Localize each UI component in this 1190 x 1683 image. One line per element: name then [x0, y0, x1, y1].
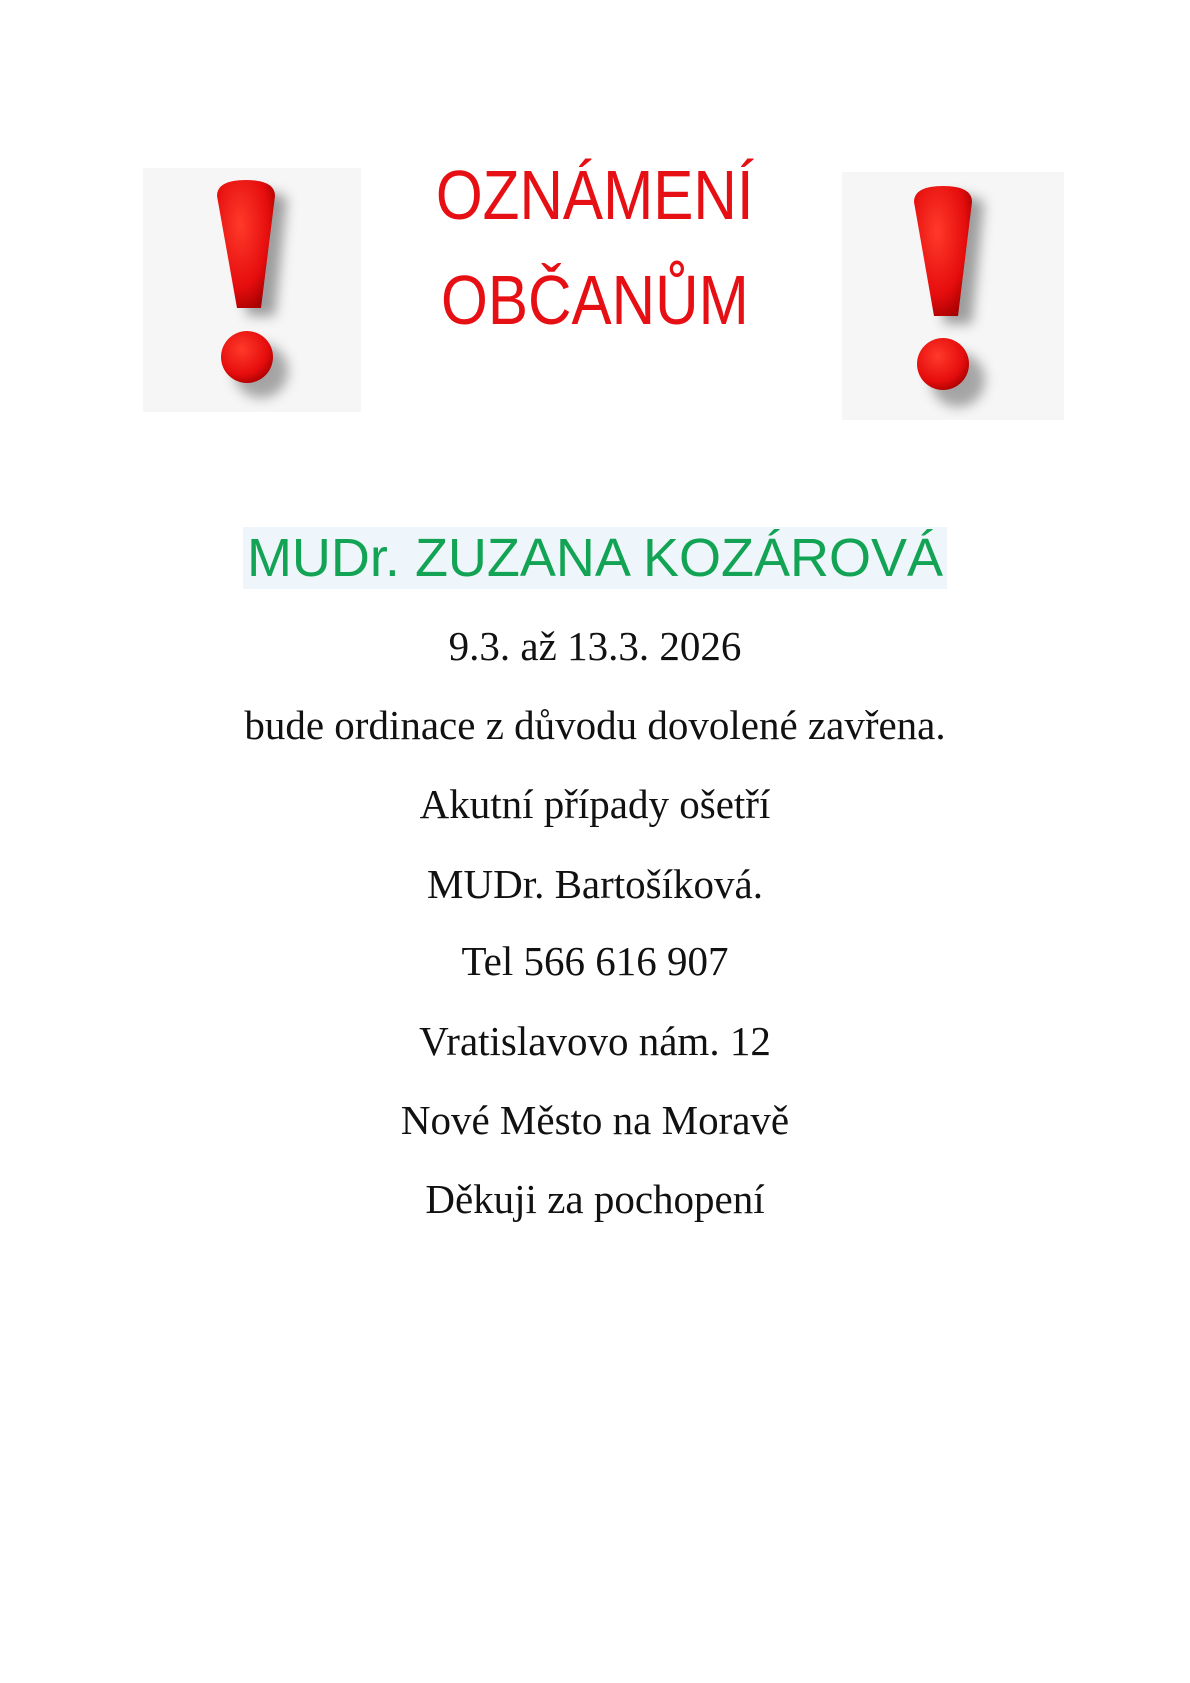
closure-text: bude ordinace z důvodu dovolené zavřena.: [244, 702, 946, 748]
title-line-1: [0, 156, 1190, 234]
acute-cases-text: Akutní případy ošetří: [419, 781, 771, 827]
doctor-name: MUDr. ZUZANA KOZÁROVÁ: [243, 527, 947, 589]
substitute-doctor: MUDr. Bartošíková.: [427, 861, 763, 907]
title-line-2: [0, 261, 1190, 339]
title-oznameni: OZNÁMENÍ: [436, 156, 754, 234]
address-street: Vratislavovo nám. 12: [419, 1018, 771, 1064]
title-obcanum: OBČANŮM: [441, 261, 749, 339]
address-city: Nové Město na Moravě: [400, 1097, 790, 1143]
date-range: 9.3. až 13.3. 2026: [448, 623, 742, 669]
doctor-name-row: [0, 527, 1190, 589]
phone-number: Tel 566 616 907: [461, 938, 729, 984]
closing-text: Děkuji za pochopení: [425, 1176, 765, 1222]
